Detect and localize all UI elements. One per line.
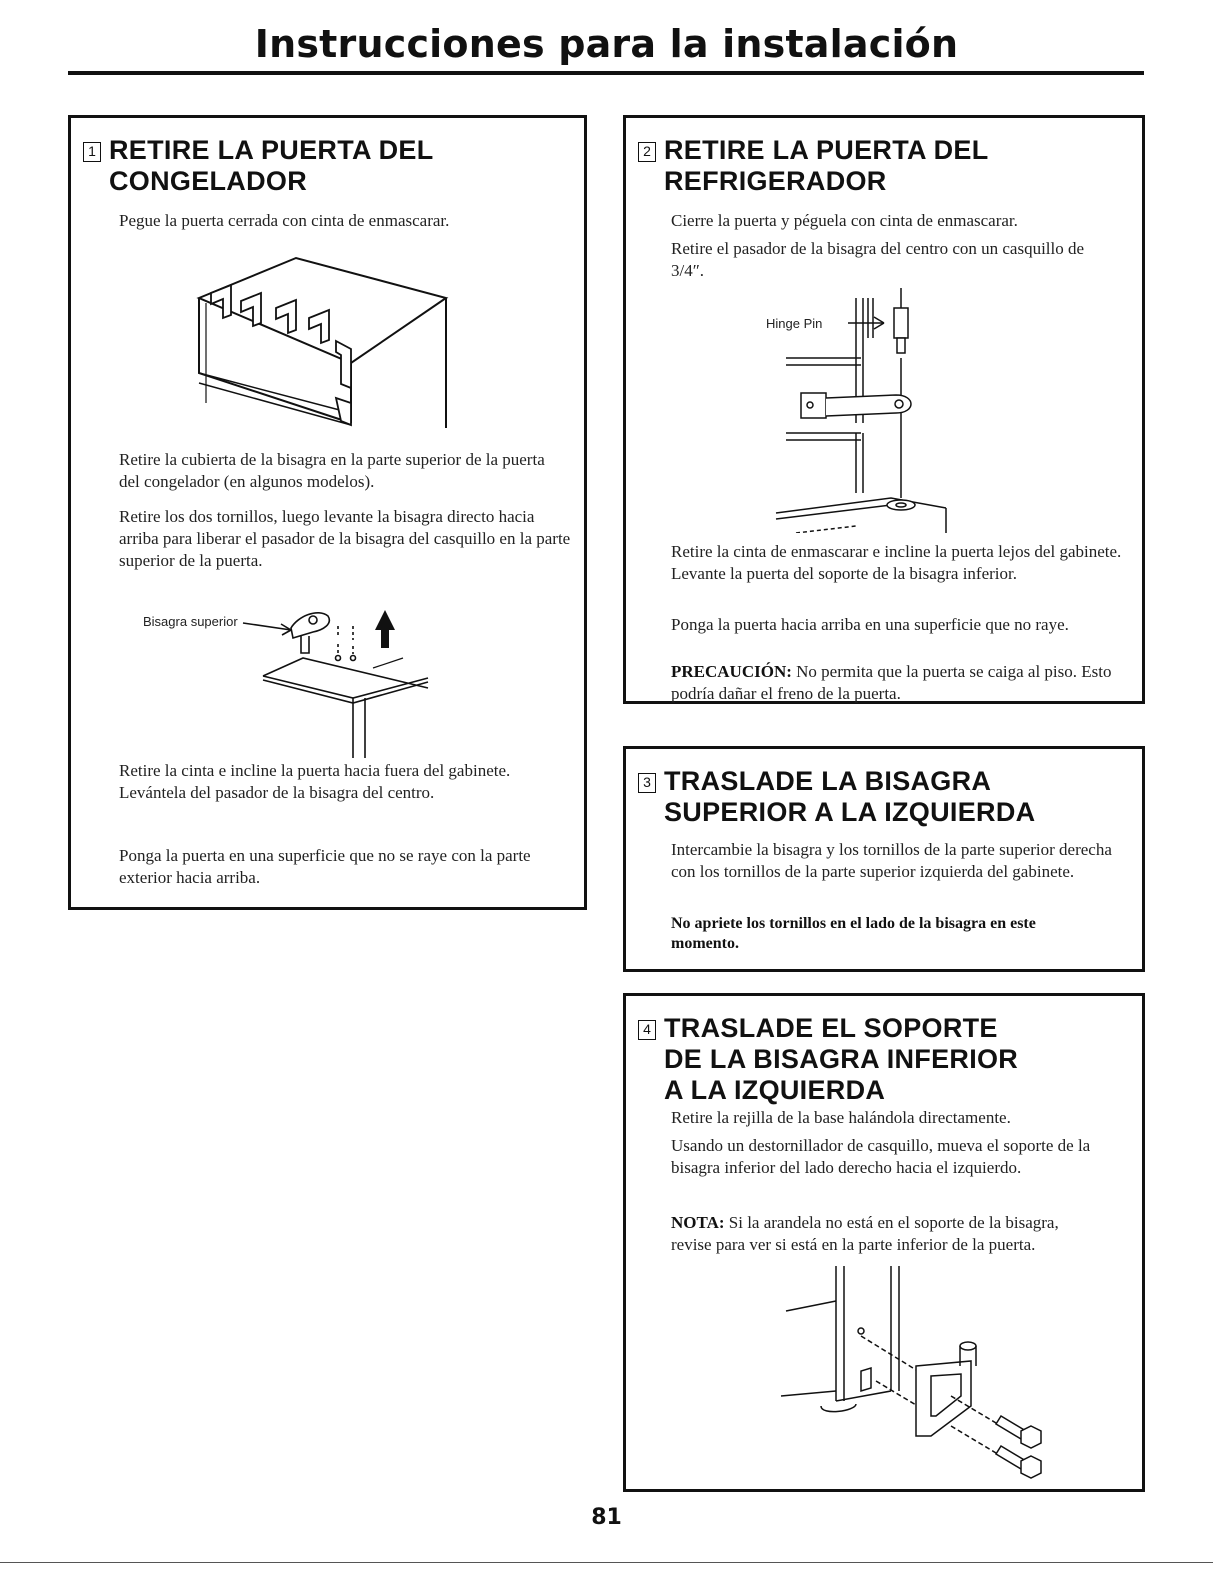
page-number: 81: [591, 1505, 622, 1530]
step-4-heading-line-2: DE LA BISAGRA INFERIOR: [664, 1044, 1019, 1074]
step-3-heading-line-2: SUPERIOR A LA IZQUIERDA: [664, 797, 1036, 827]
step-4-text-2: Usando un destornillador de casquillo, mueva el soporte de la bisagra inferior del lado derecho hacia el izquierdo.: [671, 1136, 1091, 1177]
step-1-heading-line-2: CONGELADOR: [109, 166, 307, 196]
step-2-panel: [623, 115, 1145, 704]
step-4-text-1: Retire la rejilla de la base halándola directamente.: [671, 1108, 1011, 1127]
page-title: Instrucciones para la instalación: [254, 22, 959, 66]
lift-up-arrow-icon: [375, 610, 395, 648]
bottom-rule: [0, 1562, 1213, 1563]
step-3-note: No apriete los tornillos en el lado de la bisagra en este momento.: [671, 915, 1036, 952]
step-1-heading: [109, 135, 434, 197]
step-4-note-label: NOTA:: [671, 1213, 725, 1232]
step-2-text-4: Ponga la puerta hacia arriba en una superficie que no raye.: [671, 615, 1069, 634]
step-4-note-text: Si la arandela no está en el soporte de la bisagra, revise para ver si está en la parte inferior de la puerta.: [671, 1213, 1059, 1254]
step-2-number: 2: [638, 142, 656, 162]
step-4-heading-line-1: TRASLADE EL SOPORTE: [664, 1013, 998, 1043]
upper-hinge-label: Bisagra superior: [143, 614, 238, 629]
step-4-number: 4: [638, 1020, 656, 1040]
step-1-text-4: Retire la cinta e incline la puerta hacia fuera del gabinete. Levántela del pasador de la bisagra del centro.: [119, 761, 511, 802]
step-1-panel: [68, 115, 587, 910]
step-2-text-3: Retire la cinta de enmascarar e incline la puerta lejos del gabinete. Levante la puerta del soporte de la bisagra inferior.: [671, 542, 1122, 583]
freezer-door-taped-illustration: [191, 253, 461, 433]
title-rule: [68, 71, 1144, 75]
hinge-pin-illustration: [766, 283, 966, 533]
hinge-pin-label: Hinge Pin: [766, 316, 823, 331]
step-4-heading: [664, 1013, 1018, 1106]
step-3-number: 3: [638, 773, 656, 793]
step-2-caution-label: PRECAUCIÓN:: [671, 662, 792, 681]
step-3-text-1: Intercambie la bisagra y los tornillos de la parte superior derecha con los tornillos de la parte superior izquierda del gabinete.: [671, 840, 1112, 881]
step-2-text-2: Retire el pasador de la bisagra del centro con un casquillo de 3/4″.: [671, 239, 1085, 280]
step-1-text-1: Pegue la puerta cerrada con cinta de enmascarar.: [119, 211, 450, 230]
step-2-caution-text: No permita que la puerta se caiga al piso. Esto podría dañar el freno de la puerta.: [671, 662, 1112, 703]
step-1-number: 1: [83, 142, 101, 162]
lower-hinge-bracket-illustration: [776, 1266, 1056, 1481]
step-2-heading-line-2: REFRIGERADOR: [664, 166, 887, 196]
step-2-caution: [671, 661, 1131, 705]
step-4-heading-line-3: A LA IZQUIERDA: [664, 1075, 886, 1105]
step-3-panel: [623, 746, 1145, 972]
step-1-text-5: Ponga la puerta en una superficie que no se raye con la parte exterior hacia arriba.: [119, 846, 531, 887]
step-2-text-1: Cierre la puerta y péguela con cinta de enmascarar.: [671, 211, 1018, 230]
step-1-text-2: Retire la cubierta de la bisagra en la parte superior de la puerta del congelador (en algunos modelos).: [119, 450, 545, 491]
upper-hinge-illustration: [143, 598, 443, 758]
step-3-heading: [664, 766, 1035, 828]
step-2-heading: [664, 135, 989, 197]
step-4-note: [671, 1212, 1101, 1256]
step-4-panel: [623, 993, 1145, 1492]
step-1-text-3: Retire los dos tornillos, luego levante la bisagra directo hacia arriba para liberar el pasador de la bisagra del casquillo en la parte superior de la puerta.: [119, 507, 571, 570]
step-1-heading-line-1: RETIRE LA PUERTA DEL: [109, 135, 434, 165]
step-2-heading-line-1: RETIRE LA PUERTA DEL: [664, 135, 989, 165]
step-3-heading-line-1: TRASLADE LA BISAGRA: [664, 766, 992, 796]
